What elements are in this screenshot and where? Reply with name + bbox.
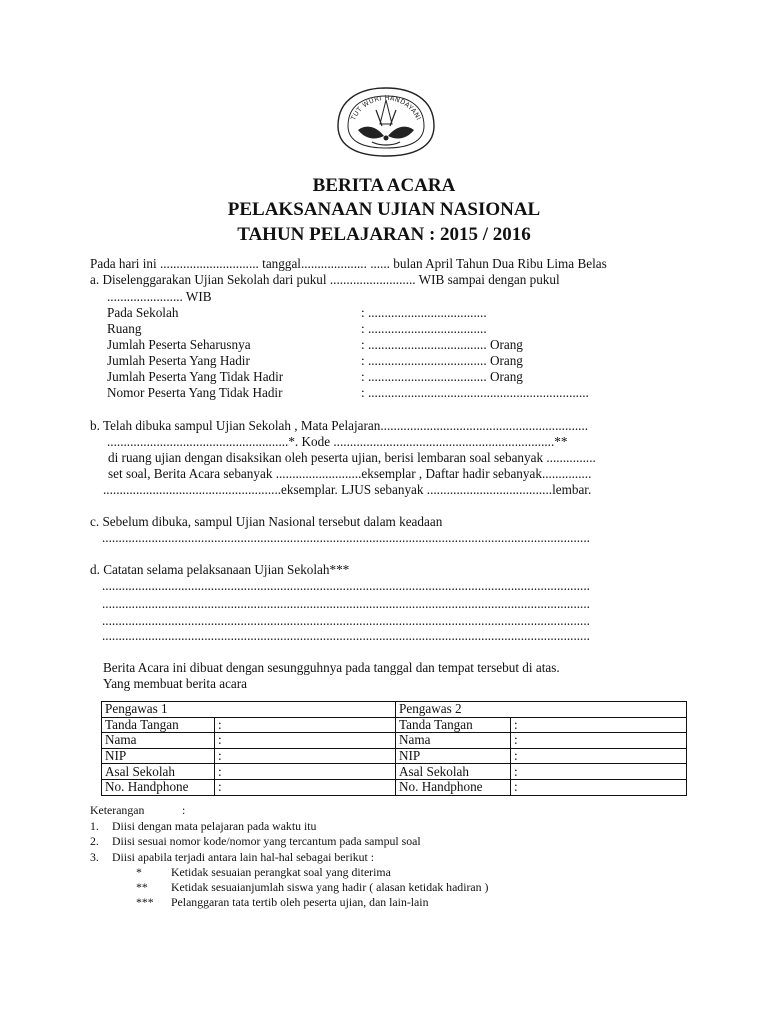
- doc-title-line3: TAHUN PELAJARAN : 2015 / 2016: [237, 224, 531, 245]
- section-b-line1: b. Telah dibuka sampul Ujian Sekolah , Mata Pelajaran...............................................................: [90, 418, 589, 433]
- section-d-heading: d. Catatan selama pelaksanaan Ujian Sekolah***: [90, 562, 350, 577]
- sub-text: Ketidak sesuaianjumlah siswa yang hadir ( alasan ketidak hadiran ): [171, 880, 489, 894]
- section-b-line4: set soal, Berita Acara sebanyak ..........................eksemplar , Daftar hadir sebanyak...............: [108, 466, 592, 481]
- field-label: Pada Sekolah: [107, 305, 179, 320]
- sub-mark: ***: [136, 895, 154, 909]
- closing-line1: Berita Acara ini dibuat dengan sesungguhnya pada tanggal dan tempat tersebut di atas.: [103, 660, 560, 675]
- section-a-line2: ....................... WIB: [107, 289, 212, 304]
- row-value: :: [511, 733, 687, 749]
- table-row: [102, 717, 687, 733]
- field-label: Ruang: [107, 321, 142, 336]
- row-label: No. Handphone: [396, 779, 511, 795]
- tut-wuri-handayani-logo-icon: [332, 86, 440, 158]
- row-label: Asal Sekolah: [396, 764, 511, 780]
- table-row: [102, 733, 687, 749]
- field-value: : .................................... Orang: [361, 369, 523, 384]
- row-value: :: [215, 764, 396, 780]
- row-value: :: [511, 779, 687, 795]
- note-text: Diisi dengan mata pelajaran pada waktu itu: [112, 819, 317, 833]
- row-label: NIP: [102, 748, 215, 764]
- note-text: Diisi apabila terjadi antara lain hal-hal sebagai berikut :: [112, 850, 375, 864]
- row-label: Nama: [102, 733, 215, 749]
- doc-title-line2: PELAKSANAAN UJIAN NASIONAL: [227, 199, 541, 220]
- sub-mark: *: [136, 865, 142, 879]
- row-label: NIP: [396, 748, 511, 764]
- field-label: Jumlah Peserta Yang Hadir: [107, 353, 250, 368]
- field-value: : .................................... Orang: [361, 353, 523, 368]
- table-row: [102, 702, 687, 718]
- pengawas-table: [101, 701, 687, 796]
- section-b-line2: .......................................................*. Kode ...................................................................**: [107, 434, 568, 449]
- sub-text: Ketidak sesuaian perangkat soal yang diterima: [171, 865, 391, 879]
- field-value: : .................................... Orang: [361, 337, 523, 352]
- doc-title-line1: BERITA ACARA: [312, 175, 456, 196]
- sub-text: Pelanggaran tata tertib oleh peserta ujian, dan lain-lain: [171, 895, 429, 909]
- row-value: :: [511, 717, 687, 733]
- row-value: :: [511, 748, 687, 764]
- row-label: No. Handphone: [102, 779, 215, 795]
- note-number: 1.: [90, 819, 99, 833]
- pengawas-1-header: Pengawas 1: [102, 702, 396, 718]
- closing-line2: Yang membuat berita acara: [103, 676, 248, 691]
- row-value: :: [511, 764, 687, 780]
- svg-text:TUT WURI HANDAYANI: TUT WURI HANDAYANI: [349, 93, 423, 122]
- note-number: 2.: [90, 834, 99, 848]
- table-row: [102, 748, 687, 764]
- row-value: :: [215, 717, 396, 733]
- table-row: [102, 764, 687, 780]
- row-value: :: [215, 733, 396, 749]
- sub-mark: **: [136, 880, 148, 894]
- field-label: Jumlah Peserta Seharusnya: [107, 337, 251, 352]
- row-label: Tanda Tangan: [396, 717, 511, 733]
- row-label: Nama: [396, 733, 511, 749]
- section-d-dotline: ....................................................................................................................................................: [102, 578, 590, 593]
- intro-line: Pada hari ini .............................. tanggal.................... ...... bulan April Tahun Dua Ribu Lima Belas: [90, 256, 607, 271]
- section-a-line1: a. Diselenggarakan Ujian Sekolah dari pukul .......................... WIB sampai dengan pukul: [90, 272, 560, 287]
- field-value: : ...................................................................: [361, 385, 589, 400]
- field-label: Nomor Peserta Yang Tidak Hadir: [107, 385, 283, 400]
- note-text: Diisi sesuai nomor kode/nomor yang tercantum pada sampul soal: [112, 834, 421, 848]
- section-b-line3: di ruang ujian dengan disaksikan oleh peserta ujian, berisi lembaran soal sebanyak ...............: [108, 450, 596, 465]
- section-d-dotline: ....................................................................................................................................................: [102, 613, 590, 628]
- pengawas-2-header: Pengawas 2: [396, 702, 687, 718]
- field-label: Jumlah Peserta Yang Tidak Hadir: [107, 369, 284, 384]
- row-value: :: [215, 748, 396, 764]
- row-label: Asal Sekolah: [102, 764, 215, 780]
- note-number: 3.: [90, 850, 99, 864]
- row-value: :: [215, 779, 396, 795]
- section-d-dotline: ....................................................................................................................................................: [102, 596, 590, 611]
- keterangan-colon: :: [182, 803, 186, 817]
- table-row: [102, 779, 687, 795]
- section-b-line5: ......................................................eksemplar. LJUS sebanyak ......................................lembar.: [103, 482, 592, 497]
- section-d-dotline: ....................................................................................................................................................: [102, 628, 590, 643]
- keterangan-heading: Keterangan: [90, 803, 145, 817]
- row-label: Tanda Tangan: [102, 717, 215, 733]
- section-c-dotline: ....................................................................................................................................................: [102, 530, 590, 545]
- field-value: : ....................................: [361, 321, 487, 336]
- section-c-heading: c. Sebelum dibuka, sampul Ujian Nasional tersebut dalam keadaan: [90, 514, 443, 529]
- field-value: : ....................................: [361, 305, 487, 320]
